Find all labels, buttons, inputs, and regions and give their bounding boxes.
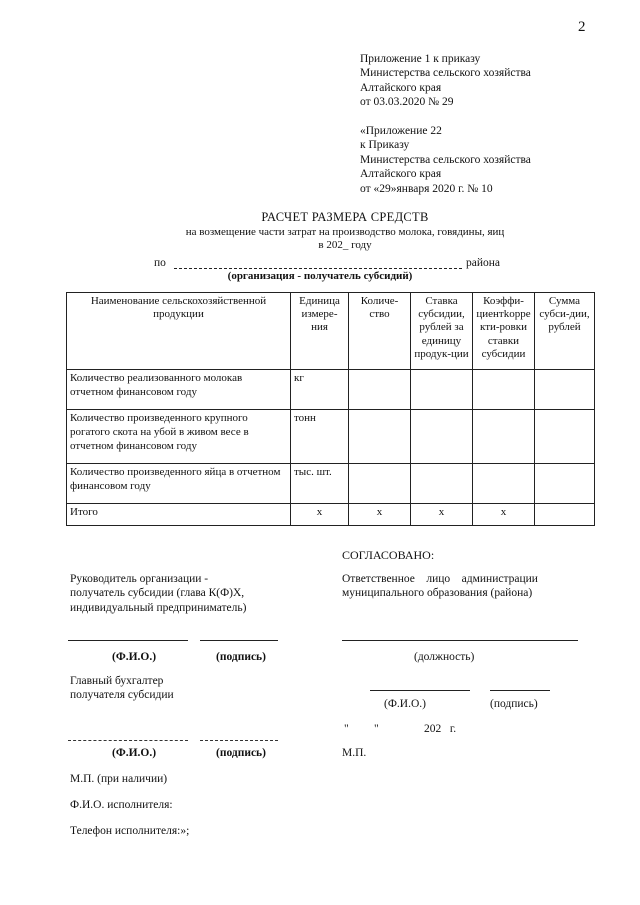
organization-caption: (организация - получатель субсидий) bbox=[227, 270, 413, 282]
table-header-row bbox=[67, 293, 595, 370]
cell-rate bbox=[411, 370, 473, 410]
col-header-coefficient: Коэффи-циентkорре кти-ровки ставки субсидии bbox=[473, 293, 535, 370]
table-row bbox=[67, 370, 595, 410]
cell-rate bbox=[411, 464, 473, 504]
agreed-label: СОГЛАСОВАНО: bbox=[342, 548, 435, 562]
cell-product: Количество произведенного яйца в отчетном финансовом году bbox=[67, 464, 291, 504]
col-header-unit: Единица измере-ния bbox=[291, 293, 349, 370]
accountant-line: Главный бухгалтер bbox=[70, 675, 164, 687]
table-row-total bbox=[67, 504, 595, 526]
appendix-1-line: Алтайского края bbox=[360, 81, 442, 94]
appendix-22-block bbox=[360, 124, 610, 196]
date-year: 202 г. bbox=[424, 723, 457, 735]
cell-product: Итого bbox=[67, 504, 291, 526]
page-number: 2 bbox=[578, 19, 586, 35]
organization-head-line: Руководитель организации - bbox=[70, 573, 209, 585]
fio-signature-line bbox=[68, 640, 188, 641]
rayona-label: района bbox=[466, 257, 501, 269]
accountant-signature-label: (подпись) bbox=[216, 747, 266, 759]
appendix-1-line: Министерства сельского хозяйства bbox=[360, 67, 531, 80]
official-block bbox=[342, 572, 604, 601]
official-line: Ответственное лицо администрации bbox=[342, 573, 538, 585]
cell-coefficient bbox=[473, 370, 535, 410]
date-quote-open: " bbox=[344, 723, 349, 735]
appendix-1-line: от 03.03.2020 № 29 bbox=[360, 96, 454, 109]
accountant-fio-label: (Ф.И.О.) bbox=[112, 747, 157, 759]
table-row bbox=[67, 464, 595, 504]
col-header-quantity: Количе-ство bbox=[349, 293, 411, 370]
official-fio-label: (Ф.И.О.) bbox=[384, 698, 426, 710]
accountant-line: получателя субсидии bbox=[70, 689, 174, 702]
col-header-rate: Ставка субсидии, рублей за единицу продук-ции bbox=[411, 293, 473, 370]
signature-line bbox=[200, 640, 278, 641]
official-stamp-place: М.П. bbox=[342, 747, 367, 759]
official-signature-label: (подпись) bbox=[490, 698, 538, 710]
document-title bbox=[130, 210, 560, 253]
accountant-signature-line bbox=[200, 740, 278, 741]
cell-quantity: х bbox=[349, 504, 411, 526]
cell-sum bbox=[535, 410, 595, 464]
executor-phone-label: Телефон исполнителя:»; bbox=[70, 825, 190, 837]
appendix-22-line: Алтайского края bbox=[360, 168, 442, 181]
official-line: муниципального образования (района) bbox=[342, 587, 533, 600]
signature-label: (подпись) bbox=[216, 651, 266, 663]
cell-quantity bbox=[349, 370, 411, 410]
accountant-fio-line bbox=[68, 740, 188, 741]
official-fio-line bbox=[370, 690, 470, 691]
cell-coefficient bbox=[473, 464, 535, 504]
title-year: в 202_ году bbox=[318, 239, 372, 252]
cell-quantity bbox=[349, 464, 411, 504]
title-subtitle: на возмещение части затрат на производство молока, говядины, яиц bbox=[185, 225, 505, 238]
appendix-1-line: Приложение 1 к приказу bbox=[360, 53, 481, 65]
table-row bbox=[67, 410, 595, 464]
appendix-1-block bbox=[360, 52, 610, 110]
cell-sum bbox=[535, 370, 595, 410]
organization-line bbox=[174, 268, 462, 269]
cell-product: Количество реализованного молокав отчетном финансовом году bbox=[67, 370, 291, 410]
accountant-block bbox=[70, 674, 174, 703]
cell-unit: кг bbox=[291, 370, 349, 410]
cell-product: Количество произведенного крупного рогатого скота на убой в живом весе в отчетном финансовом году bbox=[67, 410, 291, 464]
stamp-place: М.П. (при наличии) bbox=[70, 773, 168, 785]
appendix-22-line: Министерства сельского хозяйства bbox=[360, 153, 531, 166]
official-signature-line bbox=[490, 690, 550, 691]
cell-quantity bbox=[349, 410, 411, 464]
cell-sum bbox=[535, 464, 595, 504]
organization-head-line: индивидуальный предприниматель) bbox=[70, 601, 247, 614]
po-label: по bbox=[154, 257, 166, 269]
cell-rate: х bbox=[411, 504, 473, 526]
appendix-22-line: от «29»января 2020 г. № 10 bbox=[360, 182, 493, 195]
col-header-sum: Сумма субси-дии, рублей bbox=[535, 293, 595, 370]
organization-head-block bbox=[70, 572, 246, 615]
date-quote-close: " bbox=[374, 723, 379, 735]
executor-name-label: Ф.И.О. исполнителя: bbox=[70, 799, 173, 811]
cell-unit: тонн bbox=[291, 410, 349, 464]
appendix-22-line: к Приказу bbox=[360, 139, 410, 152]
fio-label: (Ф.И.О.) bbox=[112, 651, 157, 663]
position-line bbox=[342, 640, 578, 641]
cell-rate bbox=[411, 410, 473, 464]
position-label: (должность) bbox=[414, 651, 475, 663]
title-main: РАСЧЕТ РАЗМЕРА СРЕДСТВ bbox=[261, 210, 429, 224]
appendix-22-line: «Приложение 22 bbox=[360, 125, 442, 137]
cell-coefficient bbox=[473, 410, 535, 464]
cell-unit: тыс. шт. bbox=[291, 464, 349, 504]
cell-unit: х bbox=[291, 504, 349, 526]
cell-sum bbox=[535, 504, 595, 526]
organization-head-line: получатель субсидии (глава К(Ф)Х, bbox=[70, 587, 245, 600]
subsidy-table bbox=[66, 292, 595, 526]
cell-coefficient: х bbox=[473, 504, 535, 526]
col-header-product: Наименование сельскохозяйственной продукции bbox=[67, 293, 291, 370]
